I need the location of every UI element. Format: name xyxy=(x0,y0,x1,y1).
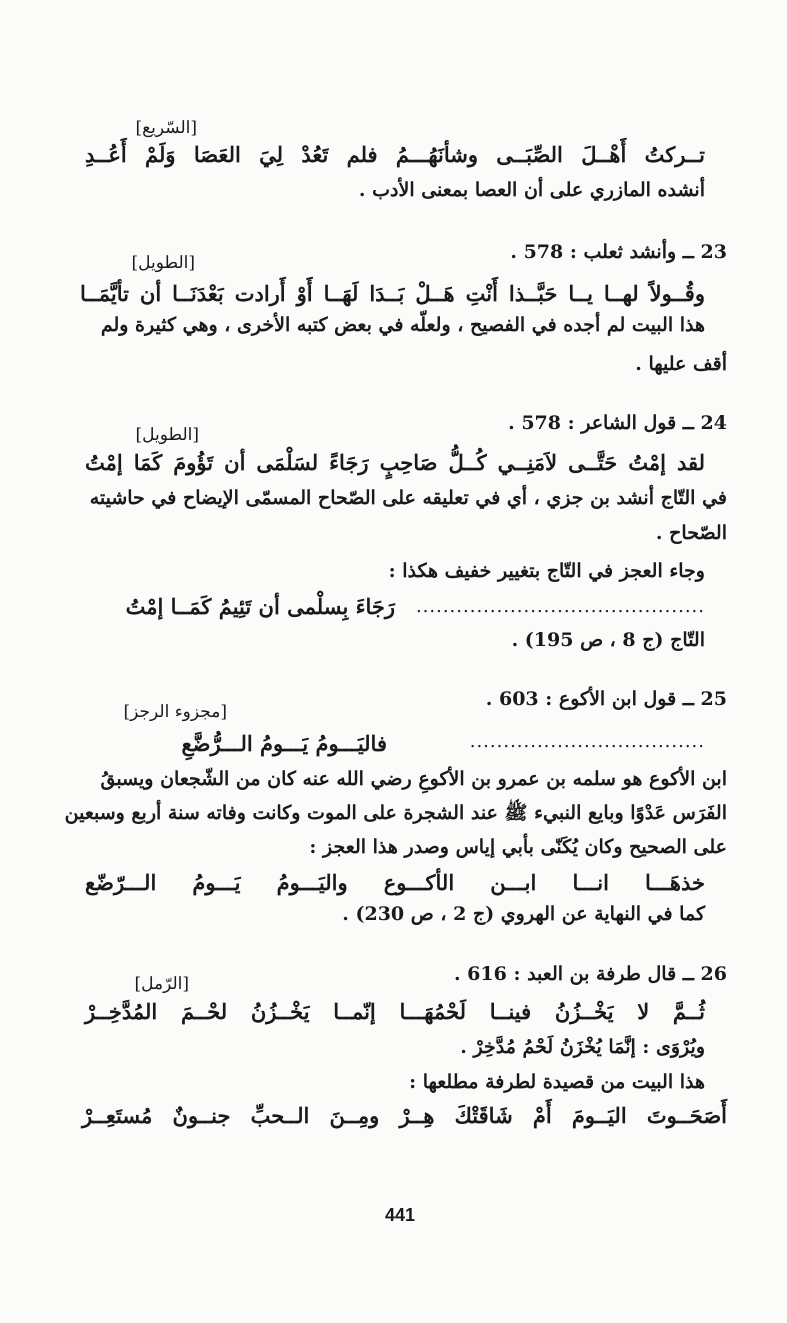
meter-label: [الرّمل] xyxy=(134,974,189,994)
ellipsis-dots: ........................................... xyxy=(415,596,705,617)
page-number: 441 xyxy=(384,1205,416,1225)
verse-partial: فاليَـــومُ يَـــومُ الـــرُّضَّعِ xyxy=(181,731,387,756)
meter-label: [الطويل] xyxy=(131,253,195,273)
source-citation: التّاج (ج 8 ، ص 195) . xyxy=(511,629,705,651)
verse-line: تــركتُ أَهْــلَ الصِّبَــى وشأنَهُـــمُ فلم تَعُدْ لِيَ العَصَا وَلَمْ أَعُــدِ xyxy=(85,142,705,167)
commentary-line: وجاء العجز في التّاج بتغيير خفيف هكذا : xyxy=(388,560,705,582)
commentary-line: أقف عليها . xyxy=(635,353,727,375)
entry-heading: 24 ــ قول الشاعر : 578 . xyxy=(508,412,727,434)
commentary-line: هذا البيت لم أجده في الفصيح ، ولعلّه في بعض كتبه الأخرى ، وهي كثيرة ولم xyxy=(100,314,705,336)
verse-line: لقد إمْتُ حَتَّــى لاَمَنِــي كُــلُّ صَاحِبٍ رَجَاءً لسَلْمَى أن تَؤُومَ كَمَا إمْتُ xyxy=(85,450,705,475)
alt-verse: رَجَاءَ بِسلْمى أن تَئِيمُ كَمَــا إمْتُ xyxy=(125,594,395,619)
verse-line: خذهَـــا انـــا ابـــن الأكـــوع واليَـــومُ يَـــومُ الـــرّضّع xyxy=(85,870,705,895)
verse-line: ثُــمَّ لا يَخْــزُنُ فينــا لَحْمُهَـــا إنّمــا يَخْــزُنُ لحْــمَ المُدَّخِــرْ xyxy=(85,999,705,1024)
commentary-line: أنشده المازري على أن العصا بمعنى الأدب . xyxy=(358,179,705,201)
meter-label: [السّريع] xyxy=(135,118,197,138)
verse-line: أَصَحَــوتَ اليَــومَ أَمْ شَاقَتْكَ هِــرْ ومِــنَ الــحبِّ جنــونٌ مُستَعِــرْ xyxy=(82,1103,727,1128)
entry-heading: 25 ــ قول ابن الأكوع : 603 . xyxy=(485,688,727,710)
commentary-line: في التّاج أنشد بن جزي ، أي في تعليقه على الصّحاح المسمّى الإيضاح في حاشيته xyxy=(89,487,727,509)
entry-heading: 26 ــ قال طرفة بن العبد : 616 . xyxy=(453,963,727,985)
commentary-line: على الصحيح وكان يُكَنّى بأبي إياس وصدر هذا العجز : xyxy=(309,836,727,858)
commentary-line: ابن الأكوع هو سلمه بن عمرو بن الأكوعِ رضي الله عنه كان من الشّجعان ويسبقُ xyxy=(100,768,727,790)
commentary-line: هذا البيت من قصيدة لطرفة مطلعها : xyxy=(409,1071,705,1093)
entry-heading: 23 ــ وأنشد ثعلب : 578 . xyxy=(510,241,727,263)
meter-label: [الطويل] xyxy=(135,425,199,445)
commentary-line: الفَرَس عَدْوًا وبايع النبيء ﷺ عند الشجرة على الموت وكانت وفاته سنة أربع وسبعين xyxy=(64,802,727,824)
verse-line: وقُــولاً لهــا يــا حَبَّــذا أَنْتِ هَــلْ بَــدَا لَهَــا أَوْ أَرادت بَعْدَنَــا أن تأيَّمَــا xyxy=(80,281,705,306)
ellipsis-dots: ................................... xyxy=(469,731,705,752)
commentary-line: الصّحاح . xyxy=(655,522,727,544)
commentary-line: ويُرْوَى : إنَّمَا يُخْزَنُ لَحْمُ مُدَّخِرْ . xyxy=(460,1036,705,1058)
meter-label: [مجزوء الرجز] xyxy=(123,702,227,722)
source-citation: كما في النهاية عن الهروي (ج 2 ، ص 230) . xyxy=(342,903,705,925)
